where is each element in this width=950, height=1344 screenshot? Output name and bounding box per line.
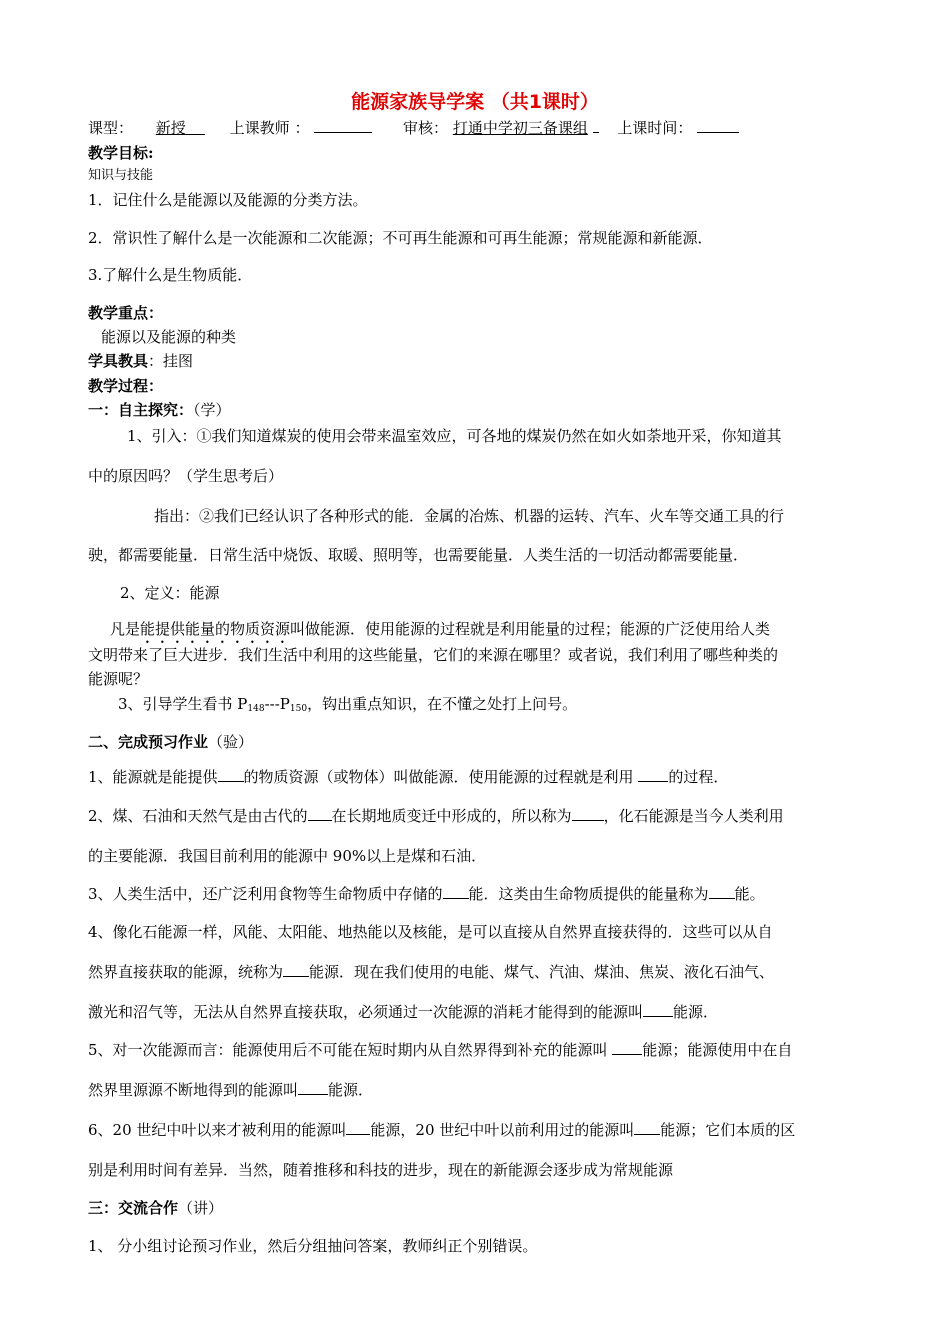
teacher-label: 上课教师 ： (229, 119, 310, 137)
time-label: 上课时间： (617, 119, 693, 137)
answer-blank[interactable] (643, 1002, 673, 1017)
answer-blank[interactable] (634, 1120, 660, 1135)
exercise-4-line3: 激光和沼气等，无法从自然界直接获取，必须通过一次能源的消耗才能得到的能源叫 能源． (88, 1003, 719, 1021)
section1-definition-label: 2、定义：能源 (120, 584, 220, 602)
process-heading: 教学过程： (88, 377, 164, 395)
answer-blank[interactable] (709, 884, 735, 899)
exercise-6-line1: 6、20 世纪中叶以来才被利用的能源叫 能源，20 世纪中叶以前利用过的能源叫 能源；它们本质的区 (88, 1121, 796, 1139)
answer-blank[interactable] (346, 1120, 370, 1135)
page-title: 能源家族导学案 （共1课时） (351, 91, 599, 113)
tools-label: 学具教具 (88, 352, 149, 370)
exercise-6-line2: 别是利用时间有差异．当然，随着推移和科技的进步，现在的新能源会逐步成为常规能源 (88, 1161, 674, 1179)
section1-guide: 3、引导学生看书 $P_{148}---P_{150}$，钩出重点知识，在不懂之处打上问号。 (118, 695, 578, 714)
section1-intro-line1: 1、引入：①我们知道煤炭的使用会带来温室效应，可各地的煤炭仍然在如火如荼地开采，你知道其 (127, 427, 782, 445)
section2-heading: 二、完成预习作业（验） (88, 733, 254, 751)
section1-definition-line2: 文明带来了巨大进步．我们生活中利用的这些能量，它们的来源在哪里？或者说，我们利用了哪些种类的 (88, 646, 779, 664)
time-blank (697, 118, 739, 133)
exercise-5-line1: 5、对一次能源而言：能源使用后不可能在短时期内从自然界得到补充的能源叫 能源；能源使用中在自 (88, 1041, 793, 1059)
section3-heading: 三：交流合作（讲） (88, 1199, 224, 1217)
section3-item-1: 1、 分小组讨论预习作业，然后分组抽问答案，教师纠正个别错误。 (88, 1237, 538, 1255)
goals-heading: 教学目标: (88, 144, 154, 162)
answer-blank[interactable] (298, 1080, 328, 1095)
exercise-1: 1、能源就是能提供 的物质资源（或物体）叫做能源．使用能源的过程就是利用 的过程． (88, 768, 729, 786)
tools-value: ：挂图 (148, 352, 194, 370)
answer-blank[interactable] (638, 767, 668, 782)
goals-subheading: 知识与技能 (88, 168, 154, 183)
answer-blank[interactable] (612, 1040, 642, 1055)
section1-point-line1: 指出：②我们已经认识了各种形式的能．金属的冶炼、机器的运转、汽车、火车等交通工具的行 (154, 507, 785, 525)
focus-heading: 教学重点： (88, 304, 164, 322)
section1-point-line2: 驶，都需要能量．日常生活中烧饭、取暖、照明等，也需要能量．人类生活的一切活动都需要能量． (88, 546, 749, 564)
exercise-4-line2: 然界直接获取的能源，统称为 能源．现在我们使用的电能、煤气、汽油、煤油、焦炭、液化石油气、 (88, 963, 775, 981)
answer-blank[interactable] (218, 767, 244, 782)
section1-definition-line3: 能源呢？ (88, 670, 149, 688)
section1-definition-line1: 凡是能提供能量的物质资源叫做能源．使用能源的过程就是利用能量的过程；能源的广泛使用给人类 (110, 620, 771, 638)
exercise-4-line1: 4、像化石能源一样，风能、太阳能、地热能以及核能，是可以直接从自然界直接获得的．这些可以从自 (88, 923, 773, 941)
lesson-type-label: 课型： (88, 119, 134, 137)
exercise-3: 3、人类生活中，还广泛利用食物等生命物质中存储的 能．这类由生命物质提供的能量称为 能。 (88, 885, 765, 903)
section1-heading: 一：自主探究：（学） (88, 401, 231, 419)
exercise-2-line2: 的主要能源．我国目前利用的能源中 90%以上是煤和石油． (88, 847, 487, 865)
exercise-2-line1: 2、煤、石油和天然气是由古代的 在长期地质变迁中形成的，所以称为 ，化石能源是当今人类利用 (88, 807, 784, 825)
answer-blank[interactable] (308, 806, 332, 821)
header-row (88, 118, 739, 138)
answer-blank[interactable] (283, 962, 309, 977)
focus-text: 能源以及能源的种类 (101, 328, 237, 346)
review-label: 审核： (403, 119, 449, 137)
answer-blank[interactable] (572, 806, 604, 821)
exercise-5-line2: 然界里源源不断地得到的能源叫 能源． (88, 1081, 374, 1099)
emphasized-definition: 能提供能量的物质资源 (140, 620, 291, 638)
goal-item-2: 2．常识性了解什么是一次能源和二次能源；不可再生能源和可再生能源；常规能源和新能源． (88, 229, 713, 247)
tools-row (88, 351, 193, 371)
teacher-blank (314, 118, 372, 133)
goal-item-3: 3.了解什么是生物质能． (88, 266, 253, 284)
section1-intro-line2: 中的原因吗？（学生思考后） (88, 467, 284, 485)
lesson-type-value: 新授 (155, 119, 186, 137)
review-value: 打通中学初三备课组 (452, 119, 588, 137)
goal-item-1: 1．记住什么是能源以及能源的分类方法。 (88, 191, 368, 209)
answer-blank[interactable] (443, 884, 469, 899)
